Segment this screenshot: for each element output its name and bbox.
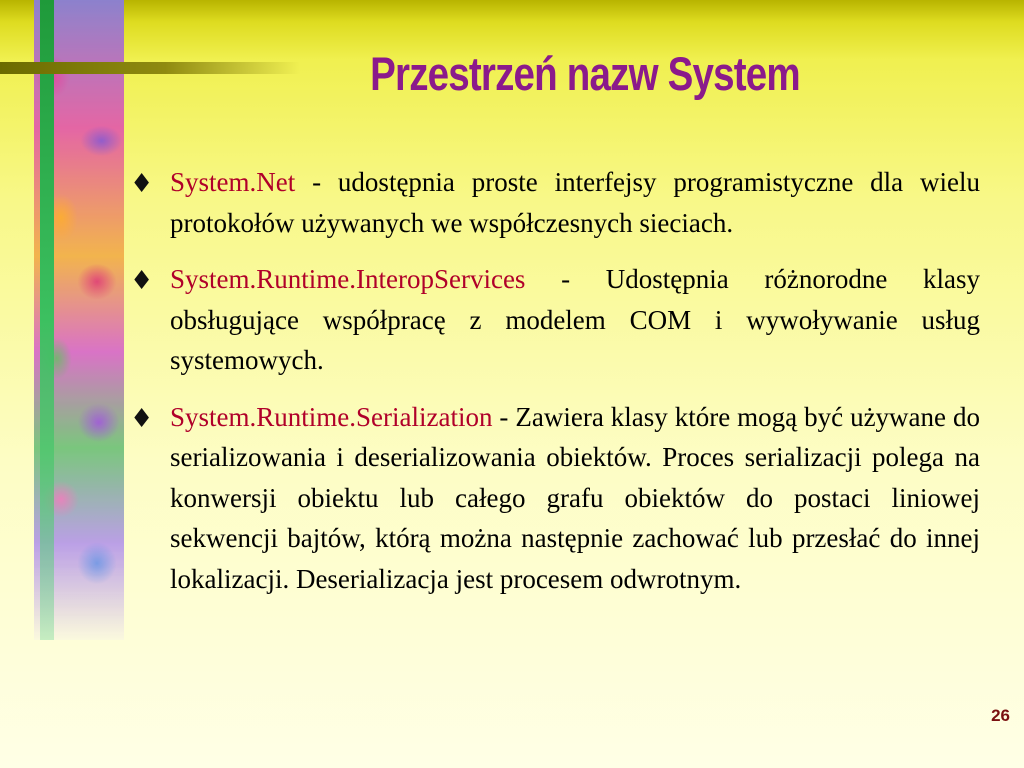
namespace-term: System.Runtime.InteropServices xyxy=(170,264,526,294)
list-item xyxy=(128,259,980,381)
list-item-text xyxy=(170,397,980,600)
namespace-description: - Udostępnia różnorodne klasy obsługujące współpracę z modelem COM i wywoływanie usług systemowych. xyxy=(170,264,980,375)
list-item-text xyxy=(170,162,980,243)
namespace-description: - Zawiera klasy które mogą być używane do serializowania i deserializowania obiektów. Proces serializacji polega na konwersji obiektu lub całego grafu obiektów do postaci liniowej sekwencji bajtów, którą można następnie zachować lub przesłać do innej lokalizacji. Deserializacja jest procesem odwrotnym. xyxy=(170,401,980,594)
namespace-term: System.Runtime.Serialization xyxy=(170,401,493,432)
bullet-list xyxy=(128,162,980,615)
list-item xyxy=(128,397,980,600)
list-item xyxy=(128,162,980,243)
page-number: 26 xyxy=(991,706,1010,725)
diamond-bullet-icon: ♦ xyxy=(130,266,154,296)
decorative-horizontal-bar xyxy=(0,62,300,74)
decorative-green-bar xyxy=(40,0,54,640)
diamond-bullet-icon: ♦ xyxy=(130,403,154,434)
namespace-description: - udostępnia proste interfejsy programistyczne dla wielu protokołów używanych we współczesnych sieciach. xyxy=(170,167,980,238)
list-item-text xyxy=(170,259,980,381)
diamond-bullet-icon: ♦ xyxy=(130,169,154,199)
namespace-term: System.Net xyxy=(170,167,296,197)
slide-title: Przestrzeń nazw System xyxy=(370,47,800,100)
